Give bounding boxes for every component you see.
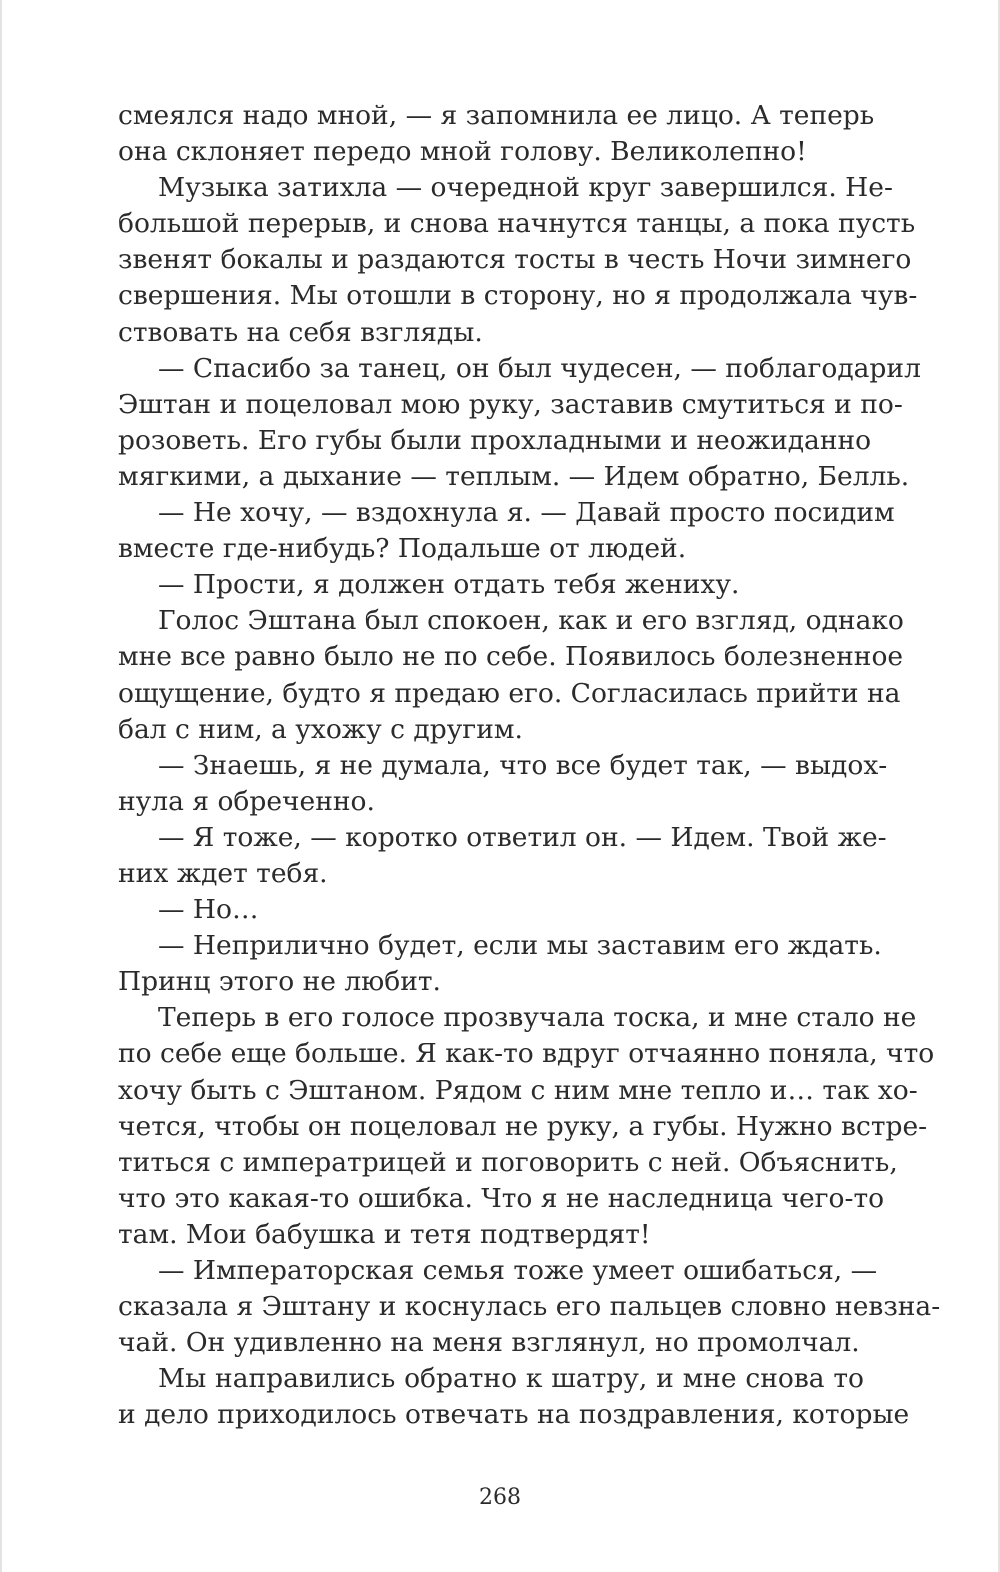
text-line: Голос Эштана был спокоен, как и его взгляд, однако [158, 605, 904, 637]
text-line: мягкими, а дыхание — теплым. — Идем обратно, Белль. [118, 460, 910, 492]
text-line: ощущение, будто я предаю его. Согласилась прийти на [118, 677, 901, 709]
page-edge-left [0, 0, 2, 1572]
text-line: мне все равно было не по себе. Появилось болезненное [118, 641, 904, 673]
text-line: — Прости, я должен отдать тебя жениху. [158, 569, 740, 601]
text-line: чется, чтобы он поцеловал не руку, а губы. Нужно встре- [118, 1110, 928, 1142]
text-line: там. Мои бабушка и тетя подтвердят! [118, 1218, 651, 1250]
text-line: титься с императрицей и поговорить с ней. Объяснить, [118, 1146, 898, 1178]
text-line: хочу быть с Эштаном. Рядом с ним мне тепло и… так хо- [118, 1074, 918, 1106]
text-line: розоветь. Его губы были прохладными и неожиданно [118, 424, 872, 456]
text-line: по себе еще больше. Я как-то вдруг отчаянно поняла, что [118, 1038, 935, 1070]
text-line: звенят бокалы и раздаются тосты в честь Ночи зимнего [118, 244, 912, 276]
text-line: них ждет тебя. [118, 857, 328, 889]
text-line: — Неприлично будет, если мы заставим его ждать. [158, 930, 882, 962]
text-line: — Знаешь, я не думала, что все будет так, — выдох- [158, 749, 888, 781]
text-line: — Я тоже, — коротко ответил он. — Идем. Твой же- [158, 821, 887, 853]
page-body-text [118, 98, 941, 1433]
text-line: и дело приходилось отвечать на поздравления, которые [118, 1399, 910, 1431]
text-line: — Но… [158, 894, 259, 926]
text-line: ствовать на себя взгляды. [118, 316, 483, 348]
text-line: Принц этого не любит. [118, 966, 441, 998]
text-line: Музыка затихла — очередной круг завершился. Не- [158, 172, 893, 204]
text-line: Мы направились обратно к шатру, и мне снова то [158, 1363, 864, 1395]
text-line: свершения. Мы отошли в сторону, но я продолжала чув- [118, 280, 918, 312]
text-line: Теперь в его голосе прозвучала тоска, и мне стало не [158, 1002, 917, 1034]
text-line: нула я обреченно. [118, 785, 375, 817]
text-line: чай. Он удивленно на меня взглянул, но промолчал. [118, 1327, 860, 1359]
text-line: вместе где-нибудь? Подальше от людей. [118, 533, 687, 565]
text-line: — Спасибо за танец, он был чудесен, — поблагодарил [158, 352, 921, 384]
text-line: — Не хочу, — вздохнула я. — Давай просто посидим [158, 497, 895, 529]
text-line: бал с ним, а ухожу с другим. [118, 713, 523, 745]
text-line: большой перерыв, и снова начнутся танцы, а пока пусть [118, 208, 916, 240]
text-line: она склоняет передо мной голову. Великолепно! [118, 136, 807, 168]
text-line: смеялся надо мной, — я запомнила ее лицо. А теперь [118, 100, 875, 131]
text-line: — Императорская семья тоже умеет ошибаться, — [158, 1255, 878, 1286]
page-number: 268 [479, 1485, 521, 1510]
text-line: что это какая-то ошибка. Что я не наследница чего-то [118, 1182, 885, 1214]
text-line: Эштан и поцеловал мою руку, заставив смутиться и по- [118, 388, 903, 420]
text-line: сказала я Эштану и коснулась его пальцев словно невзна- [118, 1291, 941, 1323]
